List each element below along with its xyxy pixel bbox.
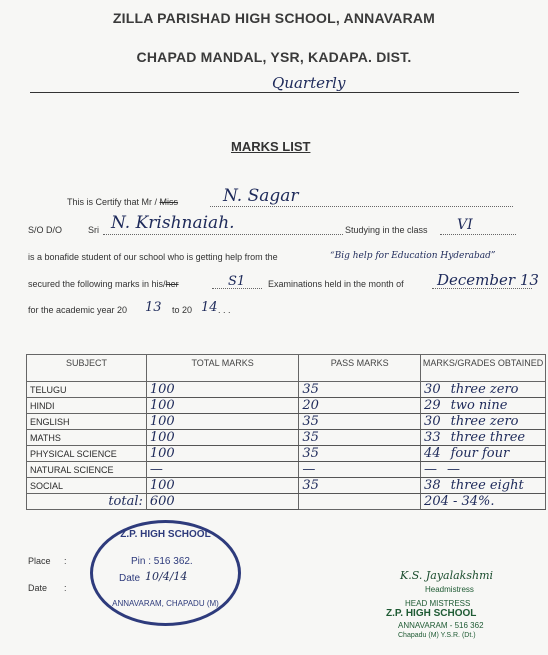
stamp-bottom-text: ANNAVARAM, CHAPADU (M)	[112, 599, 219, 608]
total-marks-cell: 100	[146, 382, 299, 398]
total-label: total:	[108, 494, 143, 509]
obtained-cell	[421, 414, 546, 430]
marks-table	[26, 354, 546, 510]
header-subject: SUBJECT	[27, 355, 147, 382]
year-prefix: for the academic year 20	[28, 305, 128, 315]
year-to-prefix: to 20	[172, 305, 193, 315]
total-marks-cell: 100	[146, 446, 299, 462]
school-name: ZILLA PARISHAD HIGH SCHOOL, ANNAVARAM	[112, 10, 436, 26]
obtained-number: —	[424, 462, 438, 477]
subject-cell: TELUGU	[27, 382, 147, 398]
obtained-cell	[421, 398, 546, 414]
father-name: N. Krishnaiah.	[111, 213, 235, 233]
sig-stamp-place: ANNAVARAM - 516 362	[398, 621, 484, 630]
obtained-words: —	[447, 462, 461, 477]
pass-marks-cell: 35	[299, 478, 421, 494]
year-to: 14	[201, 300, 218, 315]
total-marks-cell: 100	[146, 430, 299, 446]
obtained-number: 30	[424, 382, 441, 397]
obtained-words: three three	[450, 430, 526, 445]
pass-marks-cell: —	[299, 462, 421, 478]
stamp-date-label: Date	[119, 573, 141, 584]
total-obtained-cell: 204 - 34%.	[421, 494, 546, 510]
page-title: MARKS LIST	[231, 139, 311, 154]
obtained-cell	[421, 430, 546, 446]
obtained-words: four four	[450, 446, 510, 461]
pass-marks-cell: 35	[299, 414, 421, 430]
obtained-number: 33	[424, 430, 441, 445]
stamp-pin: Pin : 516 362.	[131, 556, 193, 567]
sig-stamp-title: HEAD MISTRESS	[405, 599, 471, 608]
year-from: 13	[145, 300, 162, 315]
so-prefix: S/O D/O	[28, 225, 63, 235]
sri-label: Sri	[88, 225, 99, 235]
school-address: CHAPAD MANDAL, YSR, KADAPA. DIST.	[136, 49, 412, 65]
total-marks-cell: 100	[146, 414, 299, 430]
table-row	[27, 446, 546, 462]
obtained-words: three zero	[450, 414, 519, 429]
obtained-cell	[421, 478, 546, 494]
obtained-number: 30	[424, 414, 441, 429]
subject-cell: SOCIAL	[27, 478, 147, 494]
total-marks-cell: 100	[146, 478, 299, 494]
name-line	[210, 206, 513, 207]
class-line	[440, 234, 516, 235]
total-pass-cell	[299, 494, 421, 510]
table-row	[27, 430, 546, 446]
pass-marks-cell: 20	[299, 398, 421, 414]
org-name: “Big help for Education Hyderabad”	[330, 251, 496, 261]
total-marks-cell: 100	[146, 398, 299, 414]
exam-type: Quarterly	[272, 74, 346, 92]
table-row	[27, 478, 546, 494]
obtained-cell	[421, 446, 546, 462]
bonafide-text: is a bonafide student of our school who is getting help from the	[28, 252, 278, 262]
pass-marks-cell: 35	[299, 446, 421, 462]
obtained-number: 44	[424, 446, 441, 461]
total-marks-cell: —	[146, 462, 299, 478]
subject-cell: MATHS	[27, 430, 147, 446]
obtained-words: three eight	[450, 478, 524, 493]
subject-cell: HINDI	[27, 398, 147, 414]
line4-mid: Examinations held in the month of	[268, 279, 404, 289]
table-row	[27, 382, 546, 398]
place-label: Place	[28, 556, 51, 566]
obtained-cell	[421, 462, 546, 478]
line4-prefix: secured the following marks in his/her	[28, 279, 179, 289]
sig-stamp-headmistress: Headmistress	[425, 585, 474, 594]
subject-cell: PHYSICAL SCIENCE	[27, 446, 147, 462]
school-stamp	[90, 520, 241, 626]
stamp-date-value: 10/4/14	[145, 570, 188, 583]
date-colon: :	[64, 583, 67, 593]
table-row	[27, 414, 546, 430]
header-total-marks: TOTAL MARKS	[146, 355, 299, 382]
pass-marks-cell: 35	[299, 430, 421, 446]
table-total-row	[27, 494, 546, 510]
cert-line1-prefix: This is Certify that Mr / Miss	[67, 197, 179, 207]
student-name: N. Sagar	[223, 186, 299, 206]
class-value: VI	[457, 217, 473, 233]
obtained-words: three zero	[450, 382, 519, 397]
header-rule	[30, 92, 519, 93]
subject-cell: ENGLISH	[27, 414, 147, 430]
table-row	[27, 462, 546, 478]
table-row	[27, 398, 546, 414]
obtained-cell	[421, 382, 546, 398]
pass-marks-cell: 35	[299, 382, 421, 398]
obtained-number: 29	[424, 398, 441, 413]
total-value-cell: 600	[146, 494, 299, 510]
stamp-top-text: Z.P. HIGH SCHOOL	[120, 529, 211, 540]
father-line	[103, 234, 343, 235]
headmistress-signature: K.S. Jayalakshmi	[400, 569, 494, 582]
subject-cell: NATURAL SCIENCE	[27, 462, 147, 478]
place-colon: :	[64, 556, 67, 566]
year-dots: . . .	[218, 305, 231, 315]
total-label-cell	[27, 494, 147, 510]
header-pass-marks: PASS MARKS	[299, 355, 421, 382]
obtained-words: two nine	[450, 398, 508, 413]
sig-stamp-school: Z.P. HIGH SCHOOL	[386, 608, 477, 619]
sig-stamp-district: Chapadu (M) Y.S.R. (Dt.)	[398, 632, 476, 639]
header-obtained: MARKS/GRADES OBTAINED	[421, 355, 546, 382]
date-label: Date	[28, 583, 48, 593]
obtained-number: 38	[424, 478, 441, 493]
table-header-row	[27, 355, 546, 382]
studying-text: Studying in the class	[345, 225, 428, 235]
exam-code: S1	[228, 274, 246, 289]
exam-month: December 13	[437, 271, 539, 289]
